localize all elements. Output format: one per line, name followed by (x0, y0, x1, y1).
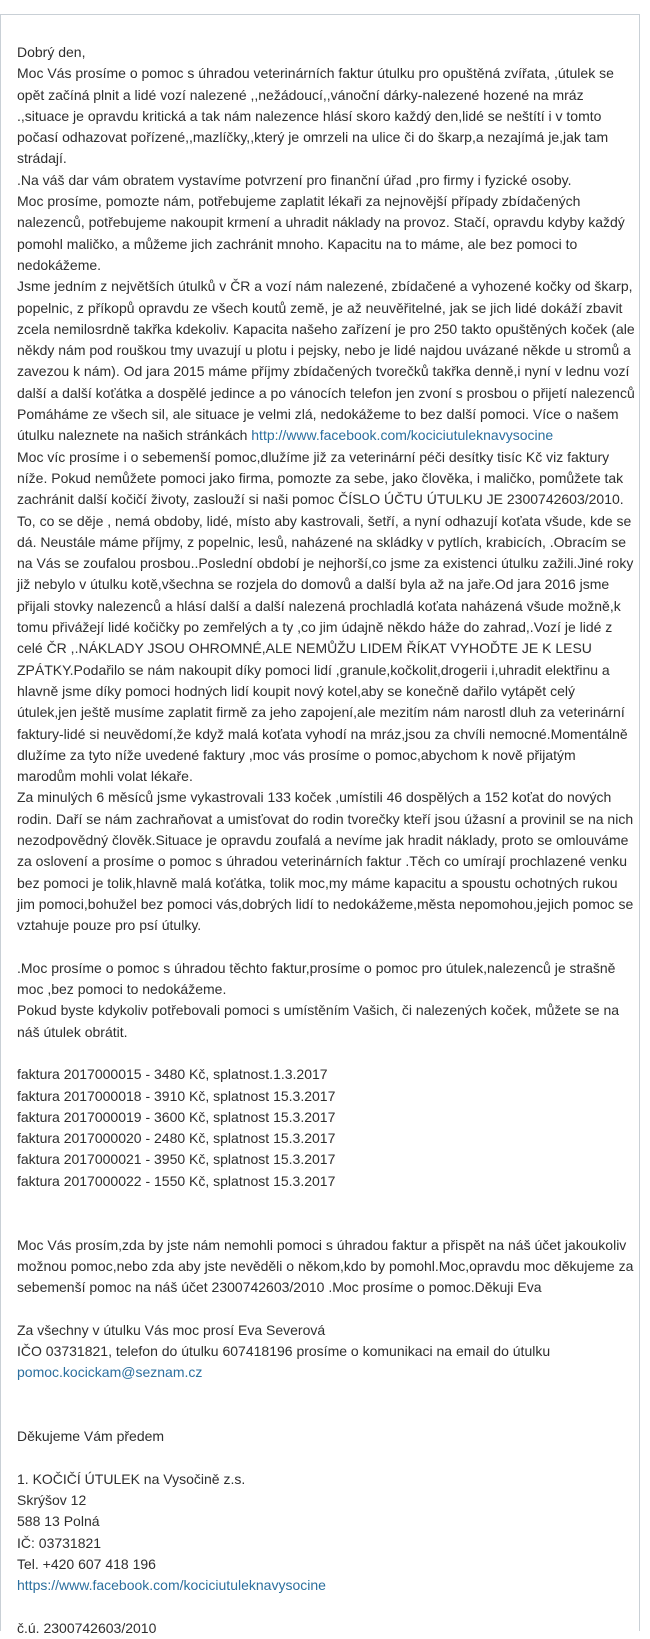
paragraph-9: Moc Vás prosím,zda by jste nám nemohli pomoci s úhradou faktur a přispět na náš účet jakoukoliv možnou pomoc,nebo zda aby jste nevěděli o někom,kdo by pomohl.Moc,opravdu moc děkujeme za sebemenší pomoc na náš účet 2300742603/2010 .Moc prosíme o pomoc.Děkuji Eva (17, 1236, 634, 1296)
greeting: Dobrý den, (17, 44, 86, 60)
signature-org: 1. KOČIČÍ ÚTULEK na Vysočině z.s. (17, 1470, 246, 1487)
paragraph-4 (17, 276, 635, 446)
spacer (17, 1597, 635, 1618)
email-link[interactable]: pomoc.kocickam@seznam.cz (17, 1364, 203, 1381)
signature-account: č.ú. 2300742603/2010 (17, 1619, 157, 1636)
spacer (17, 1448, 635, 1469)
signature-url-line (17, 1575, 635, 1596)
invoice-item: faktura 2017000021 - 3950 Kč, splatnost 15.3.2017 (17, 1151, 336, 1168)
paragraph-10-line-2: IČO 03731821, telefon do útulku 607418196 prosíme o komunikaci na email do útulku (17, 1343, 551, 1360)
message-body (17, 42, 635, 1639)
paragraph-5: Moc víc prosíme i o sebemenší pomoc,dlužíme již za veterinární péči desítky tisíc Kč viz faktury níže. Pokud nemůžete pomoci jako firma, pomozte za sebe, jako člověka, i maličko, pomůžete tak zachránit další kočičí životy, zaslouží si naši pomoc ČÍSLO ÚČTU ÚTULKU JE 2300742603/2010. To, co se děje , nemá obdoby, lidé, místo aby kastrovali, šetří, a nyní odhazují koťata všude, kde se dá. Neustále máme příjmy, z popelnic, lesů, naházené na skládky v pytlích, krabicích, .Obracím se na Vás se zoufalou prosbou..Poslední období je nejhorší,co jsme za existenci útulku zažili.Jiné roky již nebylo v útulku kotě,všechna se rozjela do domovů a další byla až na jaře.Od jara 2016 jsme přijali stovky nalezenců a hlásí další a další nalezená prochladlá koťata naházená všude možně,k tomu přivážejí lidé kočičky po zemřelých a ty ,co jim údajně někdo háže do zahrad,.Vozí je lidé z celé ČR ,.NÁKLADY JSOU OHROMNÉ,ALE NEMŮŽU LIDEM ŘÍKAT VYHOĎTE JE K LESU ZPÁTKY.Podařilo se nám nakoupit díky pomoci lidí ,granule,kočkolit,drogerii i,uhradit elektřinu a hlavně jsme díky pomoci hodných lidí koupit nový kotel,aby se konečně dařilo vytápět celý útulek,jen ještě musíme zaplatit firmě za jeho zapojení,ale mezitím nám narostl dluh za veterinární faktury-lidé si neuvědomí,že když malá koťata vyhodí na mráz,jsou za chvíli nemocné.Momentálně dlužíme za tyto níže uvedené faktury ,moc vás prosíme o pomoc,abychom k nově přijatým marodům mohli volat lékaře. (17, 448, 634, 785)
paragraph-4-text: Jsme jedním z největších útulků v ČR a vozí nám nalezené, zbídačené a vyhozené kočky od škarp, popelnic, z příkopů opravdu ze všech koutů země, je až neuvěřitelné, jak se jich lidé dokáží zbavit zcela nemilosrdně takřka kdekoliv. Kapacita našeho zařízení je pro 250 takto opuštěných koček (ale někdy nám pod rouškou tmy uvazují u plotu i pejsky, nebo je lidé najdou uvázané někde u stromů a zavezou k nám). Od jara 2015 máme příjmy zbídačených tvorečků takřka denně,i nyní v lednu vozí další a další koťátka a dospělé jedince a po vánocích telefon jen zvoní s prosbou o přijetí nalezenců Pomáháme ze všech sil, ale situace je velmi zlá, nedokážeme to bez další pomoci. Více o našem útulku naleznete na našich stránkách (17, 278, 635, 444)
spacer (17, 1043, 635, 1064)
signature-city: 588 13 Polná (17, 1513, 100, 1530)
signature-tel: Tel. +420 607 418 196 (17, 1556, 156, 1573)
invoice-item: faktura 2017000020 - 2480 Kč, splatnost 15.3.2017 (17, 1130, 336, 1147)
invoice-item: faktura 2017000015 - 3480 Kč, splatnost.1.3.2017 (17, 1066, 328, 1083)
paragraph-7: .Moc prosíme o pomoc s úhradou těchto faktur,prosíme o pomoc pro útulek,nalezenců je strašně moc ,bez pomoci to nedokážeme. (17, 959, 616, 998)
thanks-line: Děkujeme Vám předem (17, 1428, 165, 1445)
paragraph-2: .Na váš dar vám obratem vystavíme potvrzení pro finanční úřad ,pro firmy i fyzické osoby. (17, 171, 572, 188)
facebook-link[interactable]: http://www.facebook.com/kociciutuleknavysocine (251, 427, 554, 444)
invoice-item: faktura 2017000022 - 1550 Kč, splatnost 15.3.2017 (17, 1172, 336, 1189)
paragraph-1: Moc Vás prosíme o pomoc s úhradou veterinárních faktur útulku pro opuštěná zvířata, ,útulek se opět začíná plnit a lidé vozí nalezené ,,nežádoucí,,vánoční dárky-nalezené hozené na mráz .,situace je opravdu kritická a tak nám nalezence hlásí skoro každý den,lidé se neštítí i v tomto počasí odhazovat pořízené,,mazlíčky,,který je omrzeli na ulice či do škarp,a nezajímá je,jak tam strádají. (17, 65, 614, 167)
spacer (17, 936, 635, 957)
signature-block (17, 1469, 635, 1639)
signature-street: Skrýšov 12 (17, 1492, 87, 1509)
invoice-item: faktura 2017000019 - 3600 Kč, splatnost 15.3.2017 (17, 1108, 336, 1125)
paragraph-8: Pokud byste kdykoliv potřebovali pomoci s umístěním Vašich, či nalezených koček, můžete se na náš útulek obrátit. (17, 1002, 620, 1040)
paragraph-6: Za minulých 6 měsíců jsme vykastrovali 133 koček ,umístili 46 dospělých a 152 koťat do nových rodin. Daří se nám zachraňovat a umisťovat do rodin tvorečky kteří jsou úžasní a provinil se na nich nezodpovědný člověk.Situace je opravdu zoufalá a nevíme jak hradit náklady, proto se omlouváme za oslovení a prosíme o pomoc s úhradou veterinárních faktur .Těch co umírají prochlazené venku bez pomoci je tolik,hlavně malá koťátka, tolik moc,my máme kapacitu a spoustu ochotných rukou jim pomoci,bohužel bez pomoci vás,dobrých lidí to nedokážeme,města nepomohou,jejich pomoc se vztahuje pouze pro psí útulky. (17, 789, 634, 934)
invoice-item: faktura 2017000018 - 3910 Kč, splatnost 15.3.2017 (17, 1087, 336, 1104)
signature-ic: IČ: 03731821 (17, 1534, 102, 1551)
spacer (17, 1384, 635, 1427)
paragraph-3: Moc prosíme, pomozte nám, potřebujeme zaplatit lékaři za nejnovější případy zbídačených nalezenců, potřebujeme nakoupit krmení a uhradit náklady na provoz. Stačí, opravdu kdyby každý pomohl maličko, a můžeme jich zachránit mnoho. Kapacitu na to máme, ale bez pomoci to nedokážeme. (17, 193, 625, 273)
signature-facebook-link[interactable]: https://www.facebook.com/kociciutuleknavysocine (17, 1577, 326, 1594)
spacer (17, 1192, 635, 1235)
spacer (17, 1299, 635, 1320)
message-frame (0, 14, 640, 1636)
email-line (17, 1362, 635, 1383)
invoice-list (17, 1064, 635, 1192)
paragraph-10-line-1: Za všechny v útulku Vás moc prosí Eva Severová (17, 1321, 326, 1338)
